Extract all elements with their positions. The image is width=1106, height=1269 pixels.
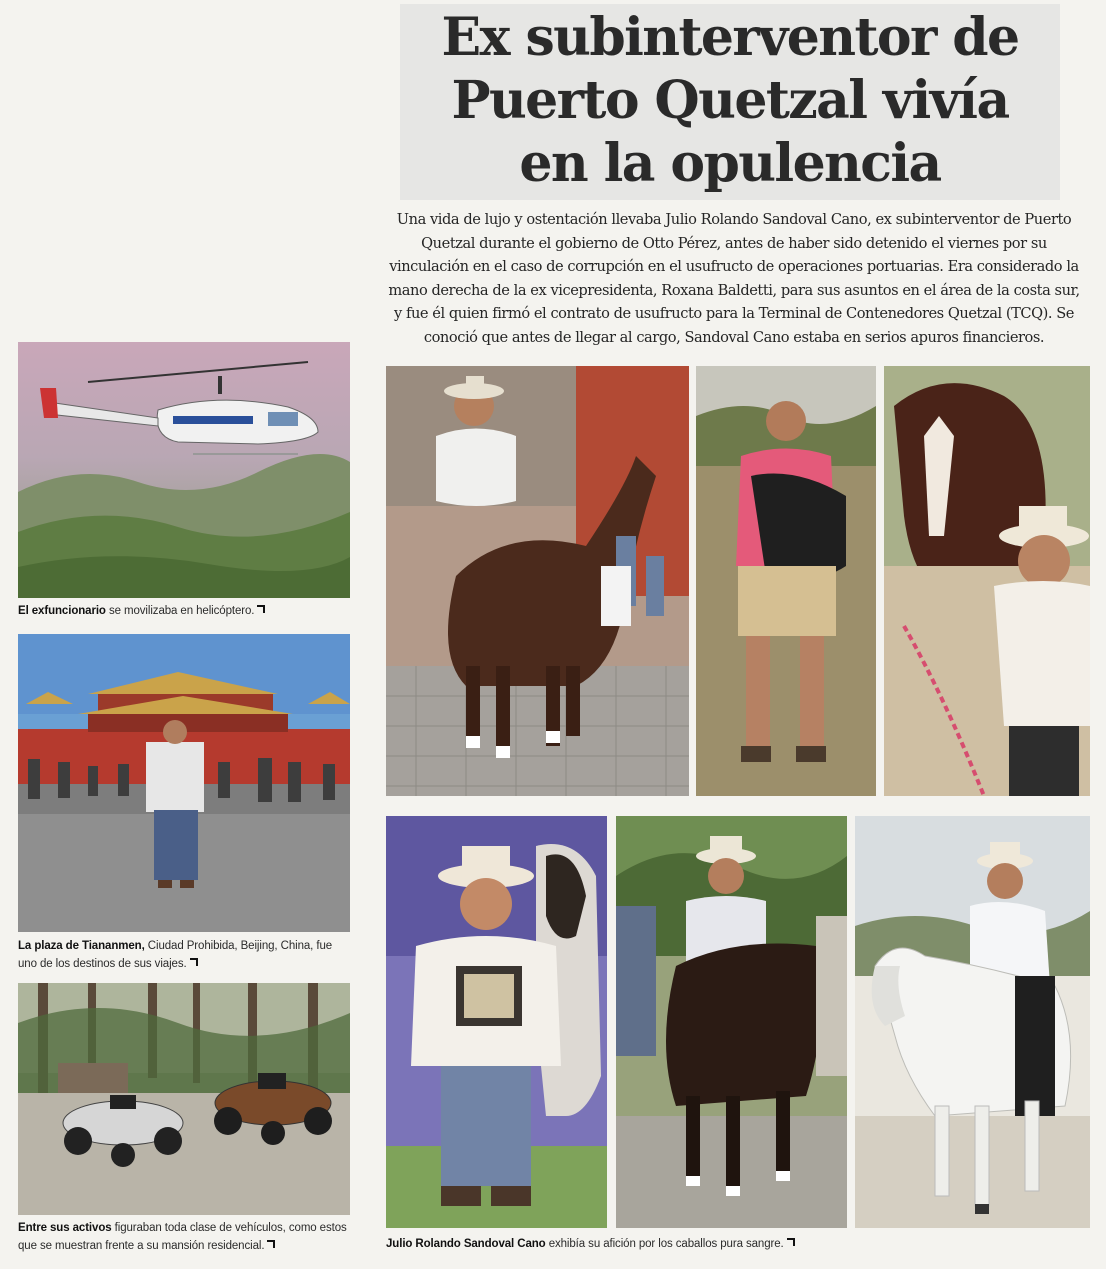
horses-caption-bold: Julio Rolando Sandoval Cano (386, 1238, 546, 1250)
horse-closeup-photo (884, 366, 1090, 796)
end-mark-icon (190, 958, 198, 966)
vehicles-caption-text: figuraban toda clase de vehículos, como estos que se muestran frente a su mansión residencial. (18, 1222, 347, 1252)
horses-caption (386, 1235, 1086, 1253)
helicopter-caption-text: se movilizaba en helicóptero. (105, 605, 255, 617)
end-mark-icon (787, 1238, 795, 1246)
headline (400, 4, 1060, 200)
vehicles-caption (18, 1219, 350, 1255)
headline-line-2: Puerto Quetzal vivía (451, 70, 1009, 131)
helicopter-caption (18, 602, 350, 620)
end-mark-icon (267, 1240, 275, 1248)
tiananmen-caption (18, 937, 350, 973)
headline-line-3: en la opulencia (519, 133, 941, 194)
end-mark-icon (257, 605, 265, 613)
horses-caption-text: exhibía su afición por los caballos pura sangre. (545, 1238, 784, 1250)
tiananmen-photo (18, 634, 350, 932)
tiananmen-caption-text: Ciudad Prohibida, Beijing, China, fue uno de los destinos de sus viajes. (18, 940, 333, 970)
lede-paragraph: Una vida de lujo y ostentación llevaba Julio Rolando Sandoval Cano, ex subinterventor de Puerto Quetzal durante el gobierno de Otto Pérez, antes de haber sido detenido el viernes por su vinculación en el caso de corrupción en el usufructo de operaciones portuarias. Era considerado la mano derecha de la ex vicepresidenta, Roxana Baldetti, para sus asuntos en el área de la costa sur, y fue él quien firmó el contrato de usufructo para la Terminal de Contenedores Quetzal (TCQ). Se conoció que antes de llegar al cargo, Sandoval Cano estaba en serios apuros financieros. (388, 211, 1080, 346)
vehicles-photo (18, 983, 350, 1215)
helicopter-caption-bold: El exfuncionario (18, 605, 106, 617)
holding-calf-photo (696, 366, 876, 796)
horse-riding-parade-photo (386, 366, 689, 796)
vehicles-caption-bold: Entre sus activos (18, 1222, 112, 1234)
helicopter-photo (18, 342, 350, 598)
white-horse-rider-photo (855, 816, 1090, 1228)
tiananmen-caption-bold: La plaza de Tiananmen, (18, 940, 145, 952)
horse-riders-group-photo (616, 816, 847, 1228)
holding-award-photo (386, 816, 607, 1228)
headline-line-1: Ex subinterventor de (441, 7, 1019, 68)
